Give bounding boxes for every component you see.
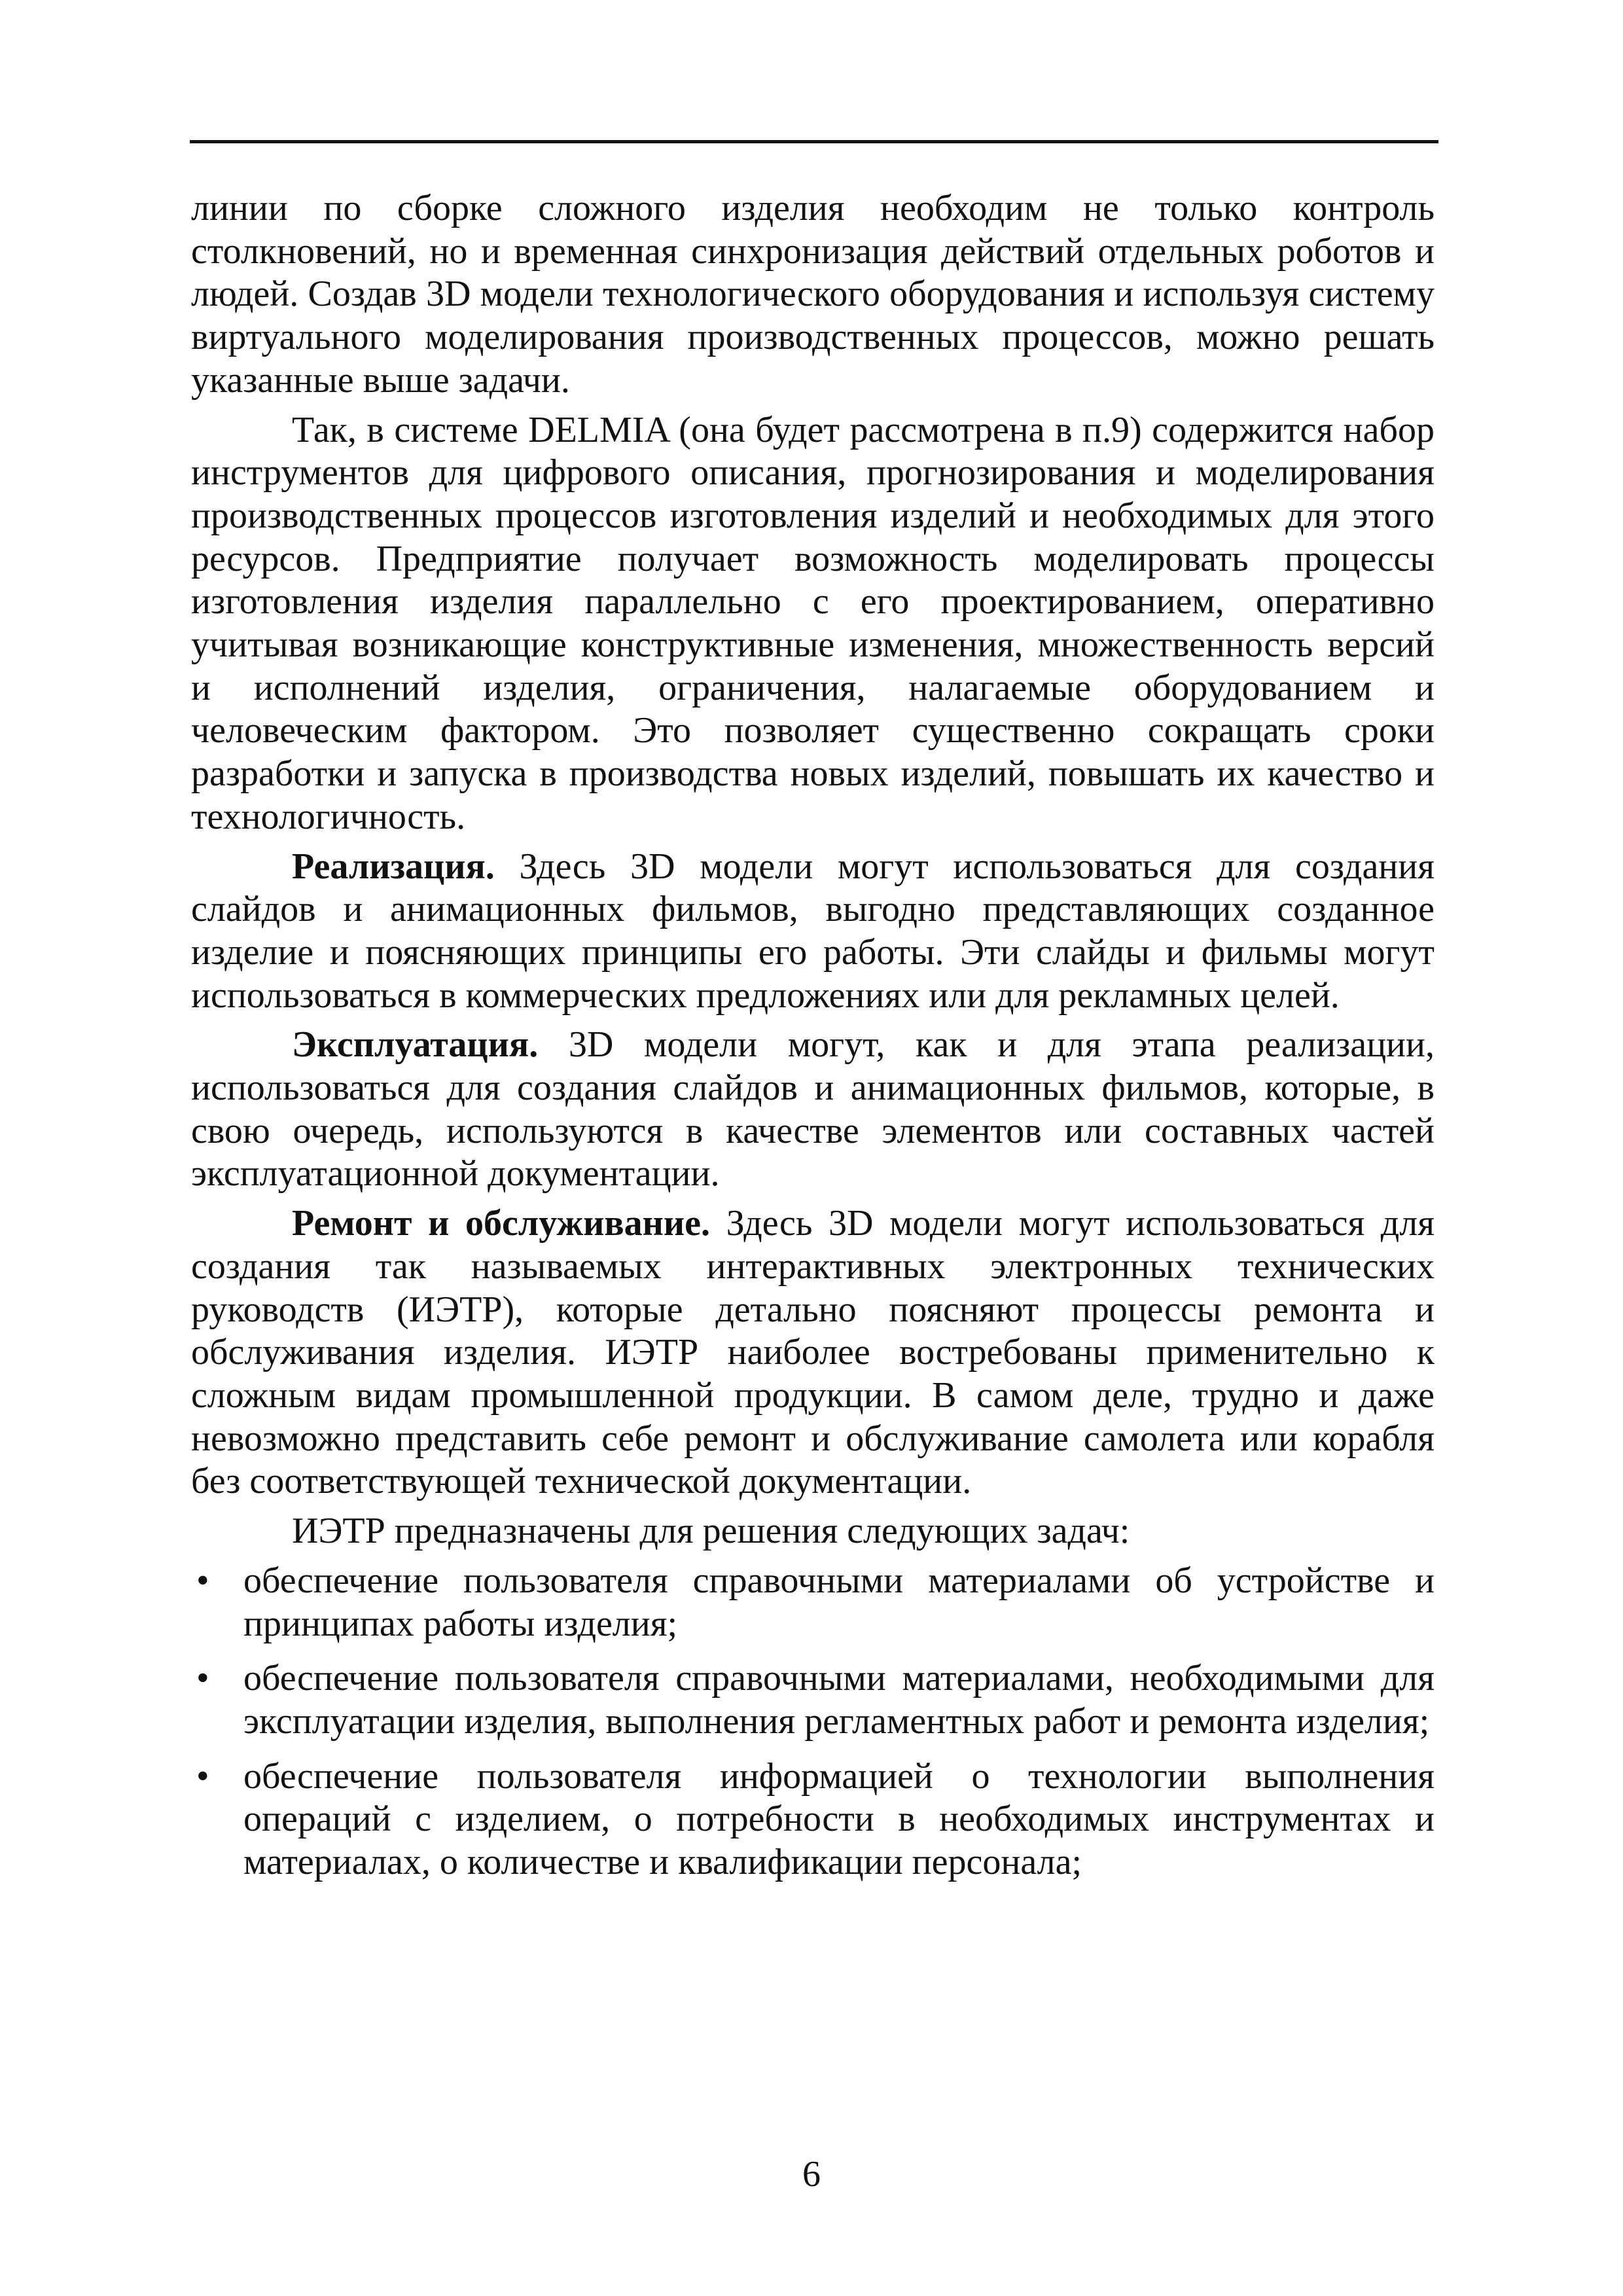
- run-in-heading-operation: Эксплуатация.: [292, 1024, 539, 1066]
- list-item-text: обеспечение пользователя справочными материалами об устройстве и принципах работы изделия;: [243, 1560, 1435, 1644]
- paragraph-delmia: [191, 409, 1435, 839]
- bullet-icon: •: [196, 1560, 209, 1601]
- list-item: [191, 1755, 1435, 1884]
- list-item-text: обеспечение пользователя справочными материалами, необходимыми для эксплуатации изделия, выполнения регламентных работ и ремонта изделия;: [243, 1658, 1435, 1742]
- run-in-heading-repair: Ремонт и обслуживание.: [292, 1203, 710, 1244]
- paragraph-text: Здесь 3D модели могут использоваться для создания слайдов и анимационных фильмов, выгодно представляющих созданное изделие и поясняющих принципы его работы. Эти слайды и фильмы могут использоваться в коммерческих предложениях или для рекламных целей.: [191, 846, 1435, 1016]
- paragraph-text: ИЭТР предназначены для решения следующих задач:: [292, 1511, 1130, 1552]
- list-item-text: обеспечение пользователя информацией о технологии выполнения операций с изделием, о потребности в необходимых инструментах и материалах, о количестве и квалификации персонала;: [243, 1755, 1435, 1883]
- paragraph-text: Здесь 3D модели могут использоваться для создания так называемых интерактивных электронных технических руководств (ИЭТР), которые детально поясняют процессы ремонта и обслуживания изделия. ИЭТР наиболее востребованы применительно к сложным видам промышленной продукции. В самом деле, трудно и даже невозможно представить себе ремонт и обслуживание самолета или корабля без соответствующей технической документации.: [191, 1203, 1435, 1502]
- header-rule: [190, 140, 1438, 143]
- paragraph-text: линии по сборке сложного изделия необходим не только контроль столкновений, но и временная синхронизация действий отдельных роботов и людей. Создав 3D модели технологического оборудования и используя систему виртуального моделирования производственных процессов, можно решать указанные выше задачи.: [191, 188, 1435, 401]
- page-body: [191, 187, 1435, 1896]
- bullet-icon: •: [196, 1755, 209, 1797]
- ietr-tasks-list: [191, 1560, 1435, 1884]
- paragraph-text: Так, в системе DELMIA (она будет рассмотрена в п.9) содержится набор инструментов для цифрового описания, прогнозирования и моделирования производственных процессов изготовления изделий и необходимых для этого ресурсов. Предприятие получает возможность моделировать процессы изготовления изделия параллельно с его проектированием, оперативно учитывая возникающие конструктивные изменения, множественность версий и исполнений изделия, ограничения, налагаемые оборудованием и человеческим фактором. Это позволяет существенно сокращать сроки разработки и запуска в производства новых изделий, повышать их качество и технологичность.: [191, 409, 1435, 837]
- paragraph-collision-control: [191, 187, 1435, 403]
- paragraph-operation: [191, 1024, 1435, 1196]
- paragraph-repair: [191, 1202, 1435, 1503]
- paragraph-implementation: [191, 846, 1435, 1018]
- list-item: [191, 1657, 1435, 1743]
- bullet-icon: •: [196, 1658, 209, 1699]
- paragraph-ietr-tasks-intro: [191, 1510, 1435, 1553]
- list-item: [191, 1560, 1435, 1645]
- paragraph-text: 3D модели могут, как и для этапа реализации, использоваться для создания слайдов и анимационных фильмов, которые, в свою очередь, используются в качестве элементов или составных частей эксплуатационной документации.: [191, 1024, 1435, 1194]
- run-in-heading-implementation: Реализация.: [292, 846, 495, 887]
- page-number: 6: [802, 2154, 821, 2195]
